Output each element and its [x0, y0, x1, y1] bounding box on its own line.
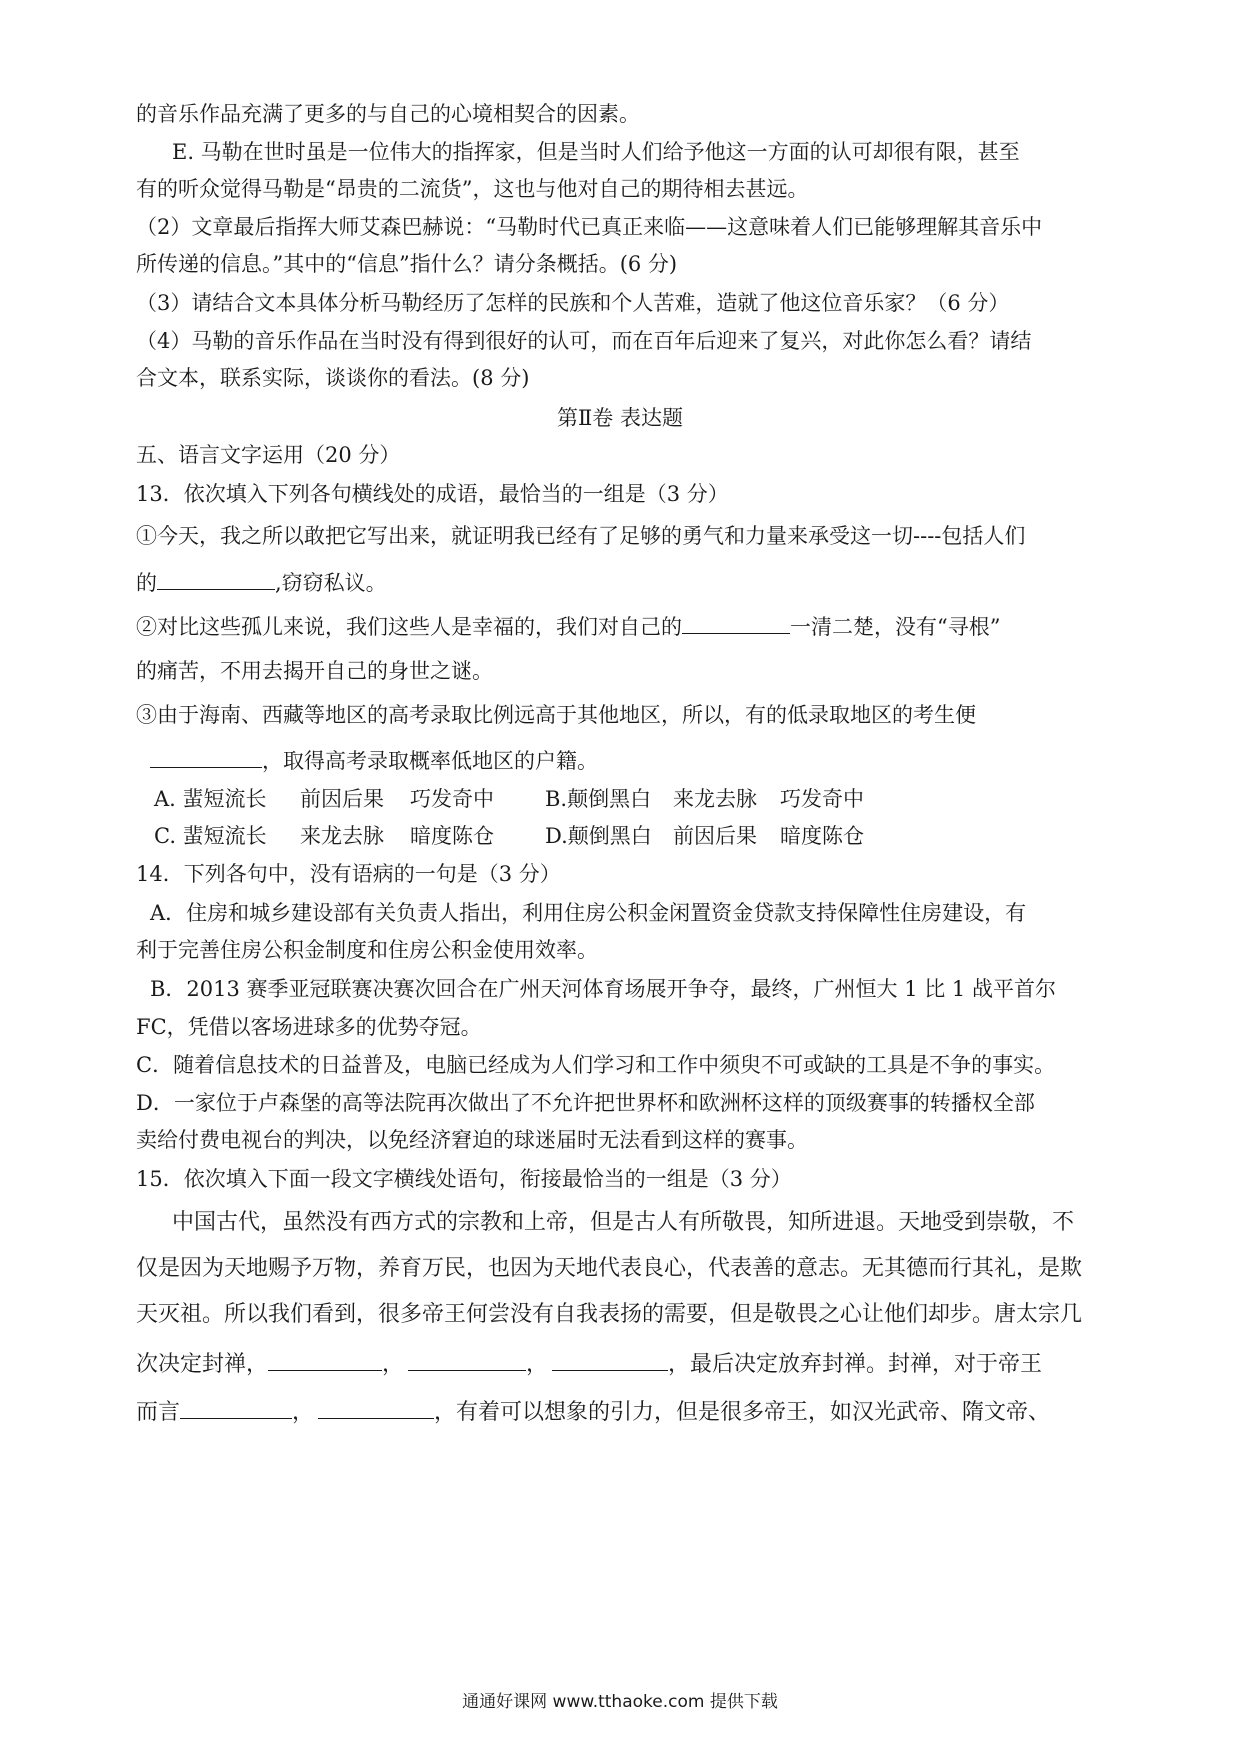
q12-sub3: （3）请结合文本具体分析马勒经历了怎样的民族和个人苦难，造就了他这位音乐家？（6 分）: [136, 291, 1010, 315]
q15-stem: 15．依次填入下面一段文字横线处语句，衔接最恰当的一组是（3 分）: [136, 1167, 792, 1191]
q13-option-a-word1: A. 蜚短流长: [154, 787, 267, 811]
fill-blank: [180, 1396, 292, 1419]
q12-sub4-line2: 合文本，联系实际，谈谈你的看法。(8 分): [136, 366, 530, 390]
q13-option-b-word2: 来龙去脉: [673, 787, 757, 811]
q14-option-a-line2: 利于完善住房公积金制度和住房公积金使用效率。: [136, 938, 598, 962]
q13-option-c-word3: 暗度陈仓: [410, 824, 494, 848]
fill-blank: [157, 567, 275, 590]
section-5-title: 五、语言文字运用（20 分）: [136, 443, 401, 467]
q13-sentence3-line2: ，取得高考录取概率低地区的户籍。: [150, 745, 598, 776]
q13-stem: 13．依次填入下列各句横线处的成语，最恰当的一组是（3 分）: [136, 482, 729, 506]
q13-option-d-word2: 前因后果: [673, 824, 757, 848]
q13-sentence1-line2: 的 ,窃窃私议。: [136, 567, 387, 598]
q15-passage-line2: 仅是因为天地赐予万物，养育万民，也因为天地代表良心，代表善的意志。无其德而行其礼，是欺: [136, 1256, 1083, 1281]
fill-blank: [318, 1396, 434, 1419]
q13-option-c-word2: 来龙去脉: [300, 824, 384, 848]
q14-option-c: C．随着信息技术的日益普及，电脑已经成为人们学习和工作中须臾不可或缺的工具是不争的事实。: [136, 1053, 1056, 1077]
section-2-title: 第Ⅱ卷 表达题: [557, 406, 683, 430]
fill-blank: [552, 1348, 668, 1371]
fill-blank: [408, 1348, 526, 1371]
page-footer: 通通好课网 www.tthaoke.com 提供下载: [462, 1692, 778, 1712]
q13-option-a-word3: 巧发奇中: [410, 787, 494, 811]
q14-option-a-line1: A．住房和城乡建设部有关负责人指出，利用住房公积金闲置资金贷款支持保障性住房建设，有: [150, 901, 1027, 925]
q13-option-b-word3: 巧发奇中: [780, 787, 864, 811]
q15-passage-line5: 而言 ， ，有着可以想象的引力，但是很多帝王，如汉光武帝、隋文帝、: [136, 1396, 1050, 1428]
q15-passage-line3: 天灭祖。所以我们看到，很多帝王何尝没有自我表扬的需要，但是敬畏之心让他们却步。唐太宗几: [136, 1302, 1083, 1327]
q12-option-e-line1: E. 马勒在世时虽是一位伟大的指挥家，但是当时人们给予他这一方面的认可却很有限，甚至: [172, 140, 1020, 164]
q15-passage-line1: 中国古代，虽然没有西方式的宗教和上帝，但是古人有所敬畏，知所进退。天地受到崇敬，不: [172, 1210, 1075, 1235]
q14-option-b-line2: FC，凭借以客场进球多的优势夺冠。: [136, 1015, 482, 1039]
q13-option-c-word1: C. 蜚短流长: [154, 824, 267, 848]
q13-sentence2-line2: 的痛苦，不用去揭开自己的身世之谜。: [136, 659, 493, 683]
fill-blank: [150, 745, 262, 768]
q12-sub2-line2: 所传递的信息。”其中的“信息”指什么？请分条概括。(6 分): [136, 252, 678, 276]
q13-option-b-word1: B.颠倒黑白: [545, 787, 652, 811]
q14-stem: 14．下列各句中，没有语病的一句是（3 分）: [136, 862, 561, 886]
q14-option-b-line1: B．2013 赛季亚冠联赛决赛次回合在广州天河体育场展开争夺，最终，广州恒大 1 比 1 战平首尔: [150, 977, 1056, 1001]
q13-option-a-word2: 前因后果: [300, 787, 384, 811]
q13-option-d-word3: 暗度陈仓: [780, 824, 864, 848]
q13-option-d-word1: D.颠倒黑白: [545, 824, 652, 848]
q13-sentence3-line1: ③由于海南、西藏等地区的高考录取比例远高于其他地区，所以，有的低录取地区的考生便: [136, 703, 976, 727]
q12-sub4-line1: （4）马勒的音乐作品在当时没有得到很好的认可，而在百年后迎来了复兴，对此你怎么看？请结: [136, 329, 1032, 353]
q12-option-e-line2: 有的听众觉得马勒是“昂贵的二流货”，这也与他对自己的期待相去甚远。: [136, 177, 809, 201]
q14-option-d-line1: D．一家位于卢森堡的高等法院再次做出了不允许把世界杯和欧洲杯这样的顶级赛事的转播权全部: [136, 1091, 1035, 1115]
q12-sub2-line1: （2）文章最后指挥大师艾森巴赫说：“马勒时代已真正来临——这意味着人们已能够理解其音乐中: [136, 215, 1043, 239]
q15-passage-line4: 次决定封禅， ， ， ，最后决定放弃封禅。封禅，对于帝王: [136, 1348, 1042, 1380]
q12-intro-tail: 的音乐作品充满了更多的与自己的心境相契合的因素。: [136, 102, 640, 126]
q14-option-d-line2: 卖给付费电视台的判决，以免经济窘迫的球迷届时无法看到这样的赛事。: [136, 1128, 808, 1152]
q13-sentence2-line1: ②对比这些孤儿来说，我们这些人是幸福的，我们对自己的 一清二楚，没有“寻根”: [136, 611, 1000, 642]
q13-sentence1-line1: ①今天，我之所以敢把它写出来，就证明我已经有了足够的勇气和力量来承受这一切----包括人们: [136, 524, 1026, 548]
fill-blank: [268, 1348, 382, 1371]
fill-blank: [682, 611, 790, 634]
